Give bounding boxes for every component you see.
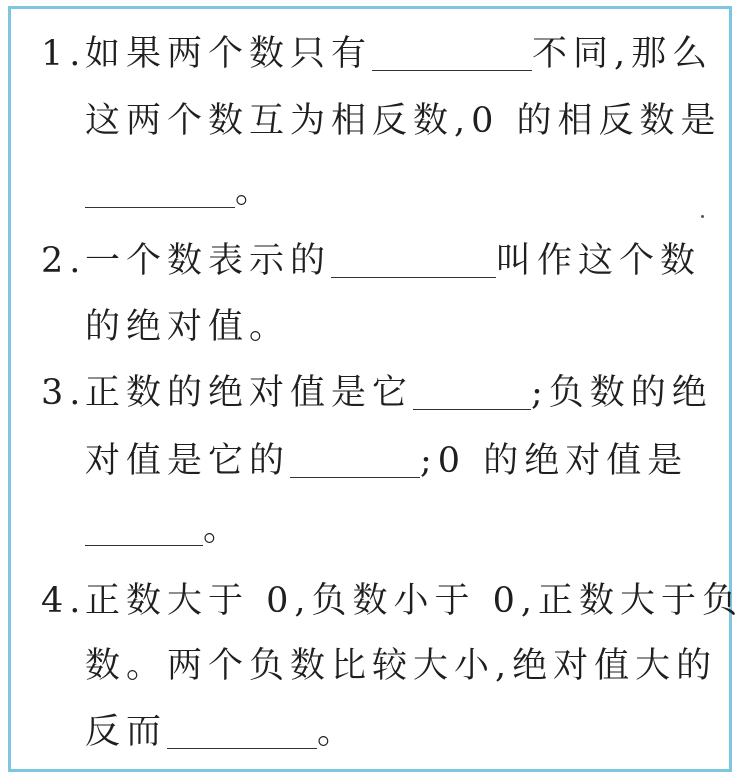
exercise-frame <box>8 6 744 772</box>
q1-blank-1[interactable] <box>372 25 532 65</box>
q2-line1 <box>11 231 729 291</box>
q1-line1 <box>11 24 729 84</box>
q1-text-a: 如果两个数只有 <box>85 34 373 74</box>
q4-line3 <box>11 702 729 762</box>
q4-line1 <box>11 571 744 631</box>
q2-number: 2. <box>41 241 87 281</box>
q4-text-a: 反而 <box>85 712 168 752</box>
q3-blank-2[interactable] <box>290 432 420 472</box>
q3-text-a: 正数的绝对值是它 <box>85 373 414 413</box>
q4-text-line1: 正数大于 0,负数小于 0,正数大于负 <box>85 581 744 621</box>
q4-line2 <box>11 636 729 696</box>
q1-text-b: 不同,那么 <box>532 34 714 74</box>
q3-line2 <box>11 431 729 491</box>
q3-number: 3. <box>41 373 87 413</box>
q4-blank-1[interactable] <box>167 703 317 743</box>
q2-text-a: 一个数表示的 <box>85 241 332 281</box>
q1-end: 。 <box>235 171 277 211</box>
q1-line3 <box>11 161 729 221</box>
q1-text-line2: 这两个数互为相反数,0 的相反数是 <box>85 101 722 141</box>
q2-text-line2: 的绝对值。 <box>85 307 291 347</box>
q3-text-d: ;0 的绝对值是 <box>420 441 689 481</box>
q4-number: 4. <box>41 581 87 621</box>
q1-number: 1. <box>41 34 87 74</box>
q3-text-c: 对值是它的 <box>85 441 291 481</box>
q3-text-b: ;负数的绝 <box>531 373 713 413</box>
q2-line2 <box>11 297 729 357</box>
q3-line1 <box>11 363 729 423</box>
scan-speck <box>701 215 704 218</box>
q4-text-line2: 数。两个负数比较大小,绝对值大的 <box>85 646 718 686</box>
q1-line2 <box>11 91 729 151</box>
q2-text-b: 叫作这个数 <box>496 241 702 281</box>
q1-blank-2[interactable] <box>85 162 235 202</box>
q3-blank-1[interactable] <box>413 364 531 404</box>
q2-blank-1[interactable] <box>331 232 496 272</box>
q3-end: 。 <box>203 509 245 549</box>
q3-blank-3[interactable] <box>85 500 203 540</box>
q4-end: 。 <box>317 712 359 752</box>
q3-line3 <box>11 499 729 559</box>
